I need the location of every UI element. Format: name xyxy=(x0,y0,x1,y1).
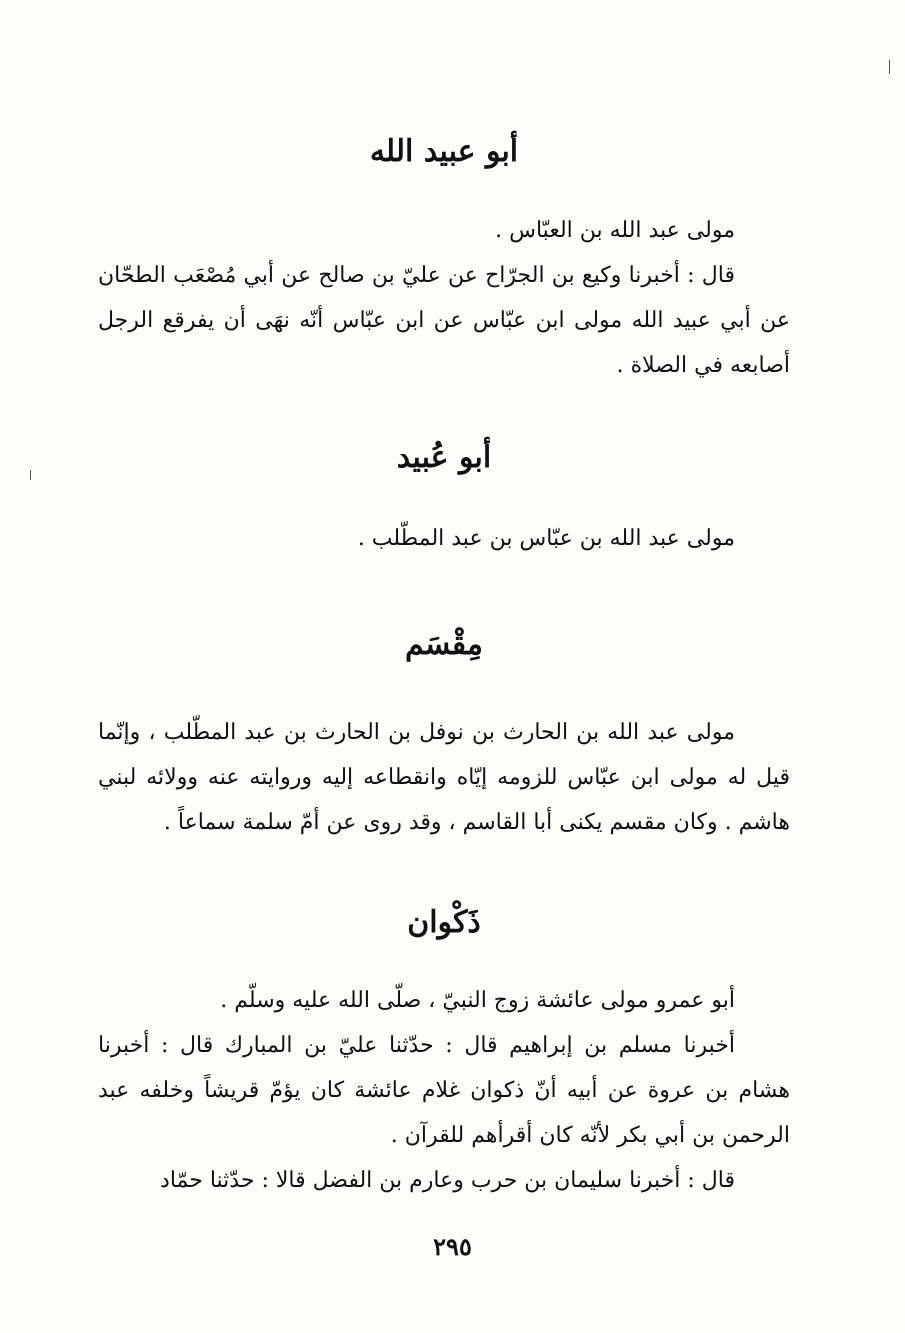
paragraph: أخبرنا مسلم بن إبراهيم قال : حدّثنا عليّ بن المبارك قال : أخبرنا هشام بن عروة عن أبيه أنّ ذكوان غلام عائشة كان يؤمّ قريشاً وخلفه عبد الرحمن بن أبي بكر لأنّه كان أقرأهم للقرآن . xyxy=(98,1033,790,1148)
paragraph: مولى عبد الله بن عبّاس بن عبد المطّلب . xyxy=(357,526,735,551)
section-body xyxy=(98,516,790,561)
page-number: ٢٩٥ xyxy=(433,1232,472,1261)
section-heading: مِقْسَم xyxy=(405,627,483,662)
section-body xyxy=(98,208,790,388)
section-body xyxy=(98,710,790,845)
paragraph: قال : أخبرنا وكيع بن الجرّاح عن عليّ بن صالح عن أبي مُصْعَب الطحّان عن أبي عبيد الله مولى ابن عبّاس عن ابن عبّاس أنّه نهَى أن يفرقع الرجل أصابعه في الصلاة . xyxy=(98,263,790,378)
paragraph: أبو عمرو مولى عائشة زوج النبيّ ، صلّى الله عليه وسلّم . xyxy=(220,988,735,1013)
paragraph: مولى عبد الله بن العبّاس . xyxy=(495,218,735,243)
scan-speck xyxy=(889,60,890,74)
section-heading: ذَكْوان xyxy=(407,905,481,940)
section-heading: أبو عبيد الله xyxy=(369,134,519,169)
paragraph: قال : أخبرنا سليمان بن حرب وعارم بن الفضل قالا : حدّثنا حمّاد xyxy=(160,1168,735,1193)
paragraph: مولى عبد الله بن الحارث بن نوفل بن الحارث بن عبد المطّلب ، وإنّما قيل له مولى ابن عبّاس للزومه إيّاه وانقطاعه إليه وروايته عنه وولائه لبني هاشم . وكان مقسم يكنى أبا القاسم ، وقد روى عن أمّ سلمة سماعاً . xyxy=(98,720,790,835)
scan-speck xyxy=(30,470,31,480)
section-body xyxy=(98,978,790,1203)
section-heading: أبو عُبيد xyxy=(396,440,492,475)
